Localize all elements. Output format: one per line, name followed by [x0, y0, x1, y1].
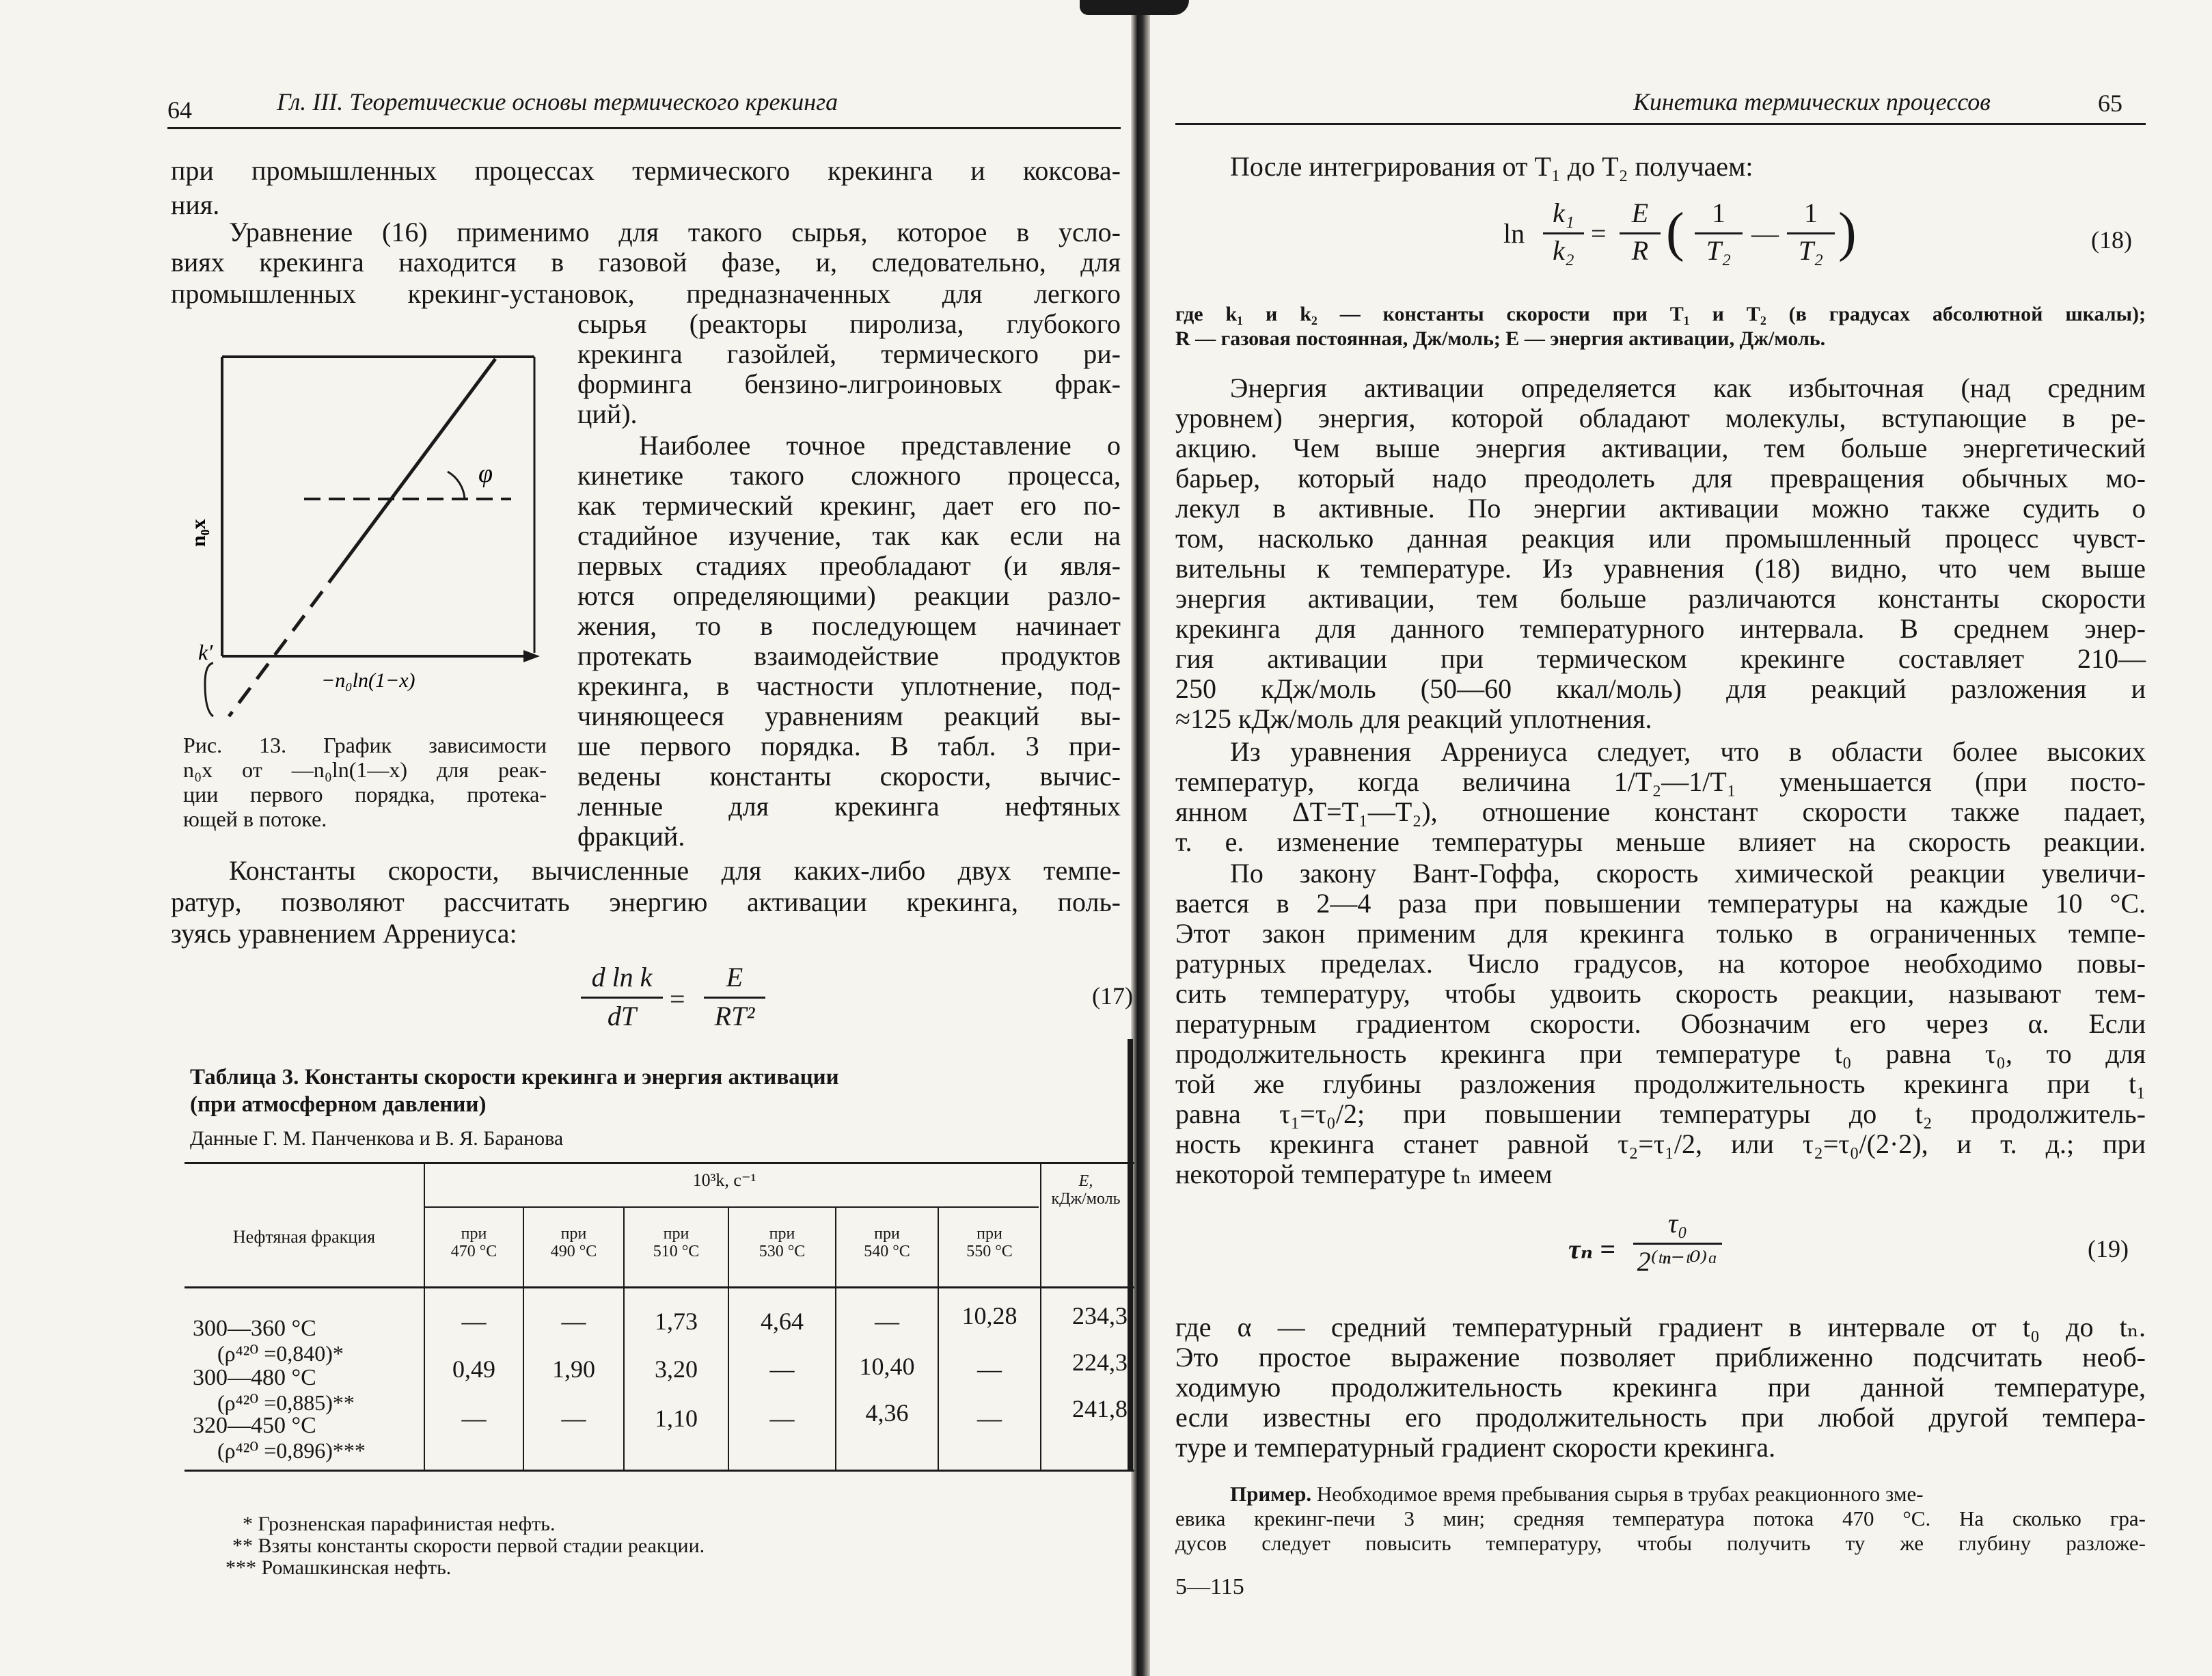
eq17-number: (17): [1092, 982, 1133, 1010]
data-line-dashed: [229, 567, 340, 716]
right-page: Кинетика термических процессов 65 После интегрирования от T₁ до T₂ получаем: ln k₁ k₂ = E R ( 1 T₂ — 1 T₂ ) (18) где k₁ и k₂ — константы скорости при T₁ и T₂ (в градусах абсолютной шкалы); R — газовая постоянная, Дж/моль; E — энергия активации, Дж/моль. Энергия активации определяется как избыточная (над средним уровнем) энергия, которой обладают молекулы, вступающие в ре- акцию. Чем выше энергия активации, тем больше энергетический барьер, который надо преодолеть для превращения обычных мо- лекул в активные. По энергии активации можно также судить о том, насколько данная реакция или промышленный процесс чувст- вительны к температуре. Из уравнения (18) видно, что чем выше энергия активации, тем больше различаются константы скорости крекинга для данного температурного интервала. В среднем энер- гия активации при термическом крекинге составляет 210— 250 кДж/моль (50—60 ккал/моль) для реакций разложения и ≈125 кДж/моль для реакций уплотнения. Из уравнения Аррениуса следует, что в области более высоких температур, когда величина 1/T₂—1/T₁ уменьшается (при посто- янном ΔT=T₁—T₂), отношение констант скорости также падает, т. е. изменение температуры меньше влияет на скорость реакции. По закону Вант-Гоффа, скорость химической реакции увеличи- вается в 2—4 раза при повышении температуры на каждые 10 °C. Этот закон применим для крекинга только в ограниченных темпе- ратурных пределах. Число градусов, на которое необходимо повы- сить температуру, чтобы удвоить скорость реакции, называют тем- пературным градиентом скорости. Обозначим его через α. Если продолжительность крекинга при температуре t₀ равна τ₀, то для той же глубины разложения продолжительность крекинга при t₁ равна τ₁=τ₀/2; при повышении температуры до t₂ продолжитель- ность крекинга станет равной τ₂=τ₁/2, или τ₂=τ₀/(2·2), и т. д.; при некоторой температуре tₙ имеем τₙ = τ₀ 2⁽ᵗⁿ⁻ᵗ⁰⁾ᵅ (19) где α — средний температурный градиент в интервале от t₀ до tₙ. Это простое выражение позволяет приближенно подсчитать необ- ходимую продолжительность крекинга при данной температуре, если известны его продолжительность при любой другой темпера- туре и температурный градиент скорости крекинга. Пример. Необходимое время пребывания сырья в трубах реакционного зме- евика крекинг-печи 3 мин; средняя температура потока 470 °C. На сколько гра- дусов следует повысить температуру, чтобы получить ту же глубину разложе- 5—115: [1155, 0, 2212, 1676]
page-number-left: 64: [167, 96, 192, 124]
header-temp-530: при 530 °C: [759, 1225, 806, 1260]
table-source: Данные Г. М. Панченкова и В. Я. Баранова: [190, 1127, 564, 1150]
header-rule-left: [167, 127, 1121, 129]
x-axis-arrow: [523, 650, 540, 662]
header-temp-550: при 550 °C: [966, 1225, 1013, 1260]
header-temp-540: при 540 °C: [864, 1225, 910, 1260]
eq18-number: (18): [2091, 226, 2132, 254]
table-title-line2: (при атмосферном давлении): [190, 1092, 487, 1117]
printer-signature: 5—115: [1175, 1574, 1244, 1599]
left-page: 64 Гл. III. Теоретические основы термического крекинга при промышленных процессах термического крекинга и коксова- ния. Уравнение (16) применимо для такого сырья, которое в усло- виях крекинга находится в газовой фазе, и, следовательно, для промышленных крекинг-установок, предназначенных для легкого сырья (реакторы пиролиза, глубокого крекинга газойлей, термического ри- форминга бензино-лигроиновых фрак- ций). Наиболее точное представление о кинетике такого сложного процесса, как термический крекинг, дает его по- стадийное изучение, так как если на первых стадиях преобладают (и явля- ются определяющими) реакции разло- жения, то в последующем начинает протекать взаимодействие продуктов крекинга, в частности уплотнение, под- чиняющееся уравнениям реакций вы- ше первого порядка. В табл. 3 при- ведены константы скорости, вычис- ленные для крекинга нефтяных фракций. φ k′ −n₀ln(1−x) n₀x Рис. 13. График зависимости n₀x от —n₀ln(1—x) для реак- ции первого порядка, протека- ющей в потоке. Константы скорости, вычисленные для каких-либо двух темпе- ратур, позволяют рассчитать энергию активации крекинга, поль- зуясь уравнением Аррениуса: d ln k dT = E RT² (17) Таблица 3. Константы скорости крекинга и энергия активации (при атмосферном давлении) Данные Г. М. Панченкова и В. Я. Баранова 10³k, c⁻¹ Нефтяная фракция E, кДж/моль при 470 °C при 490 °C при 510 °C при 530 °C при 540 °C при 550 °C 300—360 °C (ρ⁴²⁰ =0,840)* — — 1,73 4,64 — 10,28 234,3 300—480 °C (ρ⁴²⁰ =0,885)** 0,49 1,90 3,20 — 10,40 — 224,3 320—450 °C (ρ⁴²⁰ =0,896)*** — — 1,10 — 4,36 — 241,8 * Грозненская парафинистая нефть. ** Взяты константы скорости первой стадии реакции. *** Ромашкинская нефть.: [0, 0, 1134, 1676]
header-temp-470: при 470 °C: [450, 1225, 497, 1260]
header-energy: E, кДж/моль: [1051, 1172, 1121, 1208]
x-axis-label: −n₀ln(1−x): [321, 669, 415, 692]
running-header-right: Кинетика термических процессов: [1633, 88, 1991, 116]
angle-label: φ: [478, 459, 493, 488]
running-header-left: Гл. III. Теоретические основы термического крекинга: [277, 88, 838, 116]
figure-13-plot: [185, 342, 554, 725]
intercept-label: k′: [198, 640, 213, 664]
y-axis-label: n₀x: [187, 519, 210, 547]
angle-arc: [448, 472, 465, 499]
header-temp-510: при 510 °C: [653, 1225, 700, 1260]
data-line-solid: [340, 359, 495, 567]
header-fraction: Нефтяная фракция: [232, 1227, 376, 1247]
table-title-line1: Таблица 3. Константы скорости крекинга и энергия активации: [190, 1065, 839, 1090]
page-number-right: 65: [2098, 90, 2122, 117]
after-integration: После интегрирования от T₁ до T₂ получаем:: [1230, 151, 1753, 182]
eq19-number: (19): [2088, 1235, 2129, 1262]
header-rule-right: [1175, 123, 2146, 125]
header-temp-490: при 490 °C: [550, 1225, 597, 1260]
group-header: 10³k, c⁻¹: [692, 1170, 756, 1190]
intercept-brace: [205, 663, 213, 716]
